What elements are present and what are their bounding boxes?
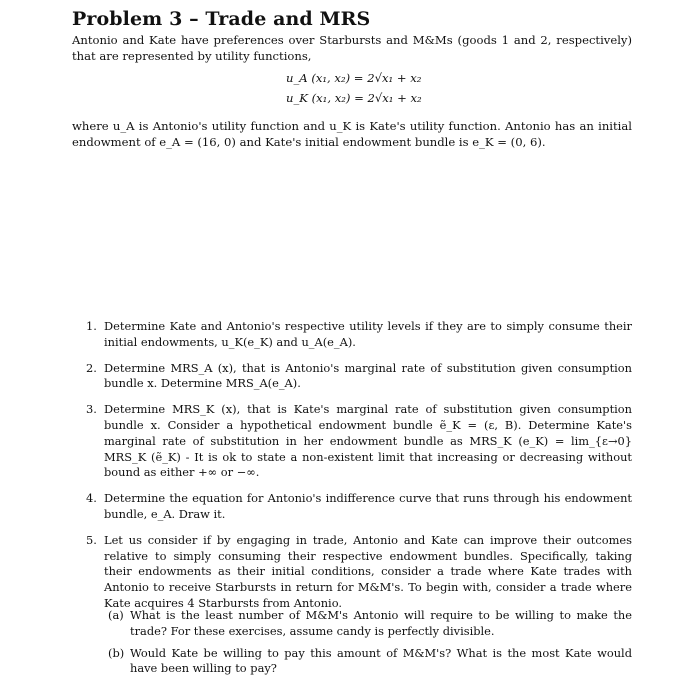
subquestion-label: (a) [108, 608, 124, 622]
equation-antonio: u_A (x₁, x₂) = 2√x₁ + x₂ [286, 71, 422, 85]
question-number: 4. [86, 491, 97, 506]
question-text: Determine MRS_K (x), that is Kate's marginal rate of substitution given consumption bundle x. Consider a hypothetical endowment bundle ẽ_K = (ε, B). Determine Kate's marginal rate of substitution in her endowment bundle as MRS_K (e_K) = lim_{ε→0} MRS_K (ẽ_K) - It is ok to state a non-existent limit that increasing or decreasing without bound as either +∞ or −∞. [104, 402, 632, 480]
question-list [86, 319, 632, 612]
question-text: Determine MRS_A (x), that is Antonio's marginal rate of substitution given consumption bundle x. Determine MRS_A(e_A). [104, 360, 632, 391]
question-number: 2. [86, 360, 97, 375]
subquestion-text: Would Kate be willing to pay this amount of M&M's? What is the most Kate would have been willing to pay? [130, 645, 632, 676]
intro-paragraph: Antonio and Kate have preferences over Starbursts and M&Ms (goods 1 and 2, respectively) that are represented by utility functions, [72, 33, 632, 63]
question-text: Determine the equation for Antonio's indifference curve that runs through his endowment bundle, e_A. Draw it. [104, 491, 632, 521]
subquestion-text: What is the least number of M&M's Antonio will require to be willing to make the trade? For these exercises, assume candy is perfectly divisible. [130, 608, 632, 638]
equation-kate: u_K (x₁, x₂) = 2√x₁ + x₂ [286, 91, 422, 105]
subquestion-item [108, 646, 632, 678]
question-text: Determine Kate and Antonio's respective utility levels if they are to simply consume their initial endowments, u_K(e_K) and u_A(e_A). [104, 319, 632, 349]
question-item [86, 402, 632, 481]
question-text: Let us consider if by engaging in trade, Antonio and Kate can improve their outcomes relative to simply consuming their respective endowment bundles. Specifically, taking their endowments as their initial conditions, consider a trade where Kate trades with Antonio to receive Starbursts in return for M&M's. To begin with, consider a trade where Kate acquires 4 Starbursts from Antonio. [104, 532, 632, 610]
question-item [86, 319, 632, 351]
subquestion-label: (b) [108, 645, 125, 660]
question-item [86, 361, 632, 393]
question-item [86, 533, 632, 612]
problem-title: Problem 3 – Trade and MRS [72, 8, 371, 30]
subquestion-item [108, 608, 632, 640]
question-item [86, 491, 632, 523]
question-number: 3. [86, 402, 97, 417]
question-number: 5. [86, 532, 97, 547]
subquestion-list [108, 608, 632, 677]
endowment-paragraph: where u_A is Antonio's utility function and u_K is Kate's utility function. Antonio has an initial endowment of e_A = (16, 0) and Kate's initial endowment bundle is e_K = (0, 6). [72, 119, 632, 149]
question-number: 1. [86, 319, 97, 333]
